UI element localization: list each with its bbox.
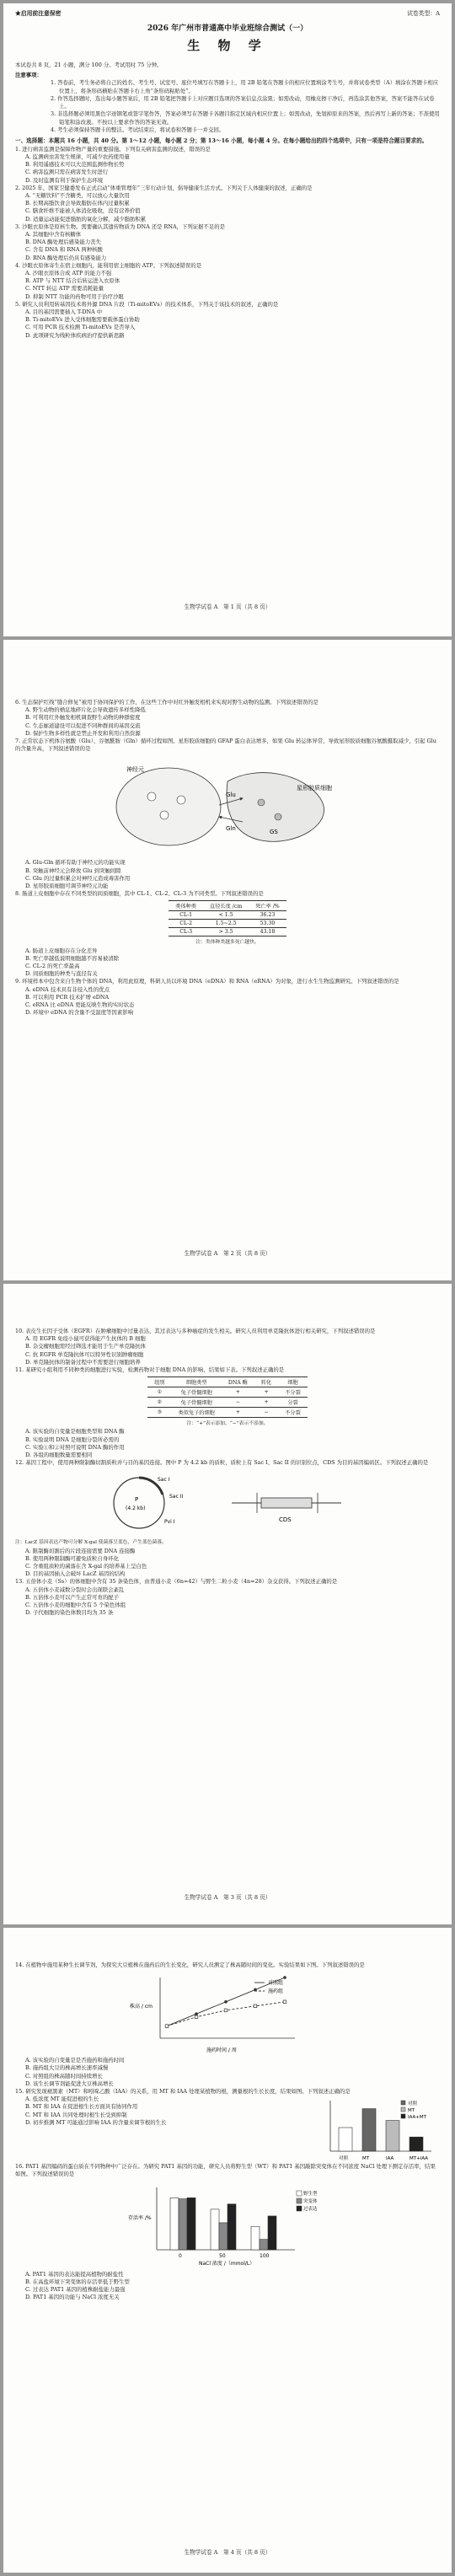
- table-header: 细胞类型: [172, 1377, 222, 1387]
- question-12: 12. 基因工程中，使用两种限制酶切割质粒并与目的基因连接。图中 P 为 4.2 kb 的质粒，质粒上有 Sac I、Sac II 的识别位点，CDS 为目的基因编码区。下列叙述正确的是: [15, 1459, 429, 1467]
- table-cell: 36.23: [249, 911, 286, 920]
- q11-option-b: B. 实验说明 DNA 是细胞分裂所必需的: [25, 1436, 120, 1443]
- q9-option-b: B. 可以利用 PCR 技术扩增 eDNA: [25, 993, 110, 1001]
- question-7: 7. 正常状态下机体谷氨酸（Glu）、谷氨酰胺（Gln）循环过程如图。星形胶质细胞的 GFAP 蛋白表达增多，如果 Glu 转运体异常，导致星形胶质细胞谷氨酸摄取减少，引起 Glu 的含量升高，下列叙述错误的是: [15, 738, 436, 753]
- table-cell: ②: [147, 1398, 171, 1408]
- legend-swatch: [401, 2101, 405, 2105]
- fig-label-cds: CDS: [279, 1516, 292, 1524]
- bar: [211, 2209, 219, 2250]
- page-footer: 生物学试卷 A 第 2 页（共 8 页）: [184, 1250, 271, 1257]
- page-3: [3, 1284, 452, 1924]
- question-6: 6. 生态保护红线“缝合修复”被用于协同保护的工作，在这些工作中对红外触发相机来实现对野生动物的监测。下列叙述错误的是: [15, 699, 318, 706]
- q10-option-b: B. 杂交瘤细胞需经过筛选才能用于生产单克隆抗体: [25, 1343, 146, 1350]
- q1-option-d: D. 及时监测有利于保护生态环境: [25, 176, 104, 184]
- question-5: 5. 研究人员利用转基因技术将外源 DNA 片段（Ti-mitoEVs）的技术体系，下列关于该技术的叙述，正确的是: [15, 300, 279, 308]
- q4-option-d: D. 抑制 NTT 功能的药物可用于治疗沙眼: [25, 292, 124, 300]
- table-cell: −: [222, 1398, 254, 1408]
- q12-figure: [88, 1469, 367, 1537]
- q5-option-d: D. 此项研究为线粒体疾病治疗提供新思路: [25, 331, 125, 339]
- bar: [170, 2198, 179, 2250]
- bar: [260, 2239, 268, 2249]
- fig-label-gs: GS: [270, 829, 278, 836]
- q6-option-a: A. 野生动物的栖息地碎片化会导致遗传多样性降低: [25, 706, 146, 714]
- q2-option-b: B. 长期高脂饮食会导致脂肪在体内过量积累: [25, 200, 130, 207]
- question-2: 2. 2025 年，国家卫健委发布正式启动“体重管理年”三年行动计划，倡导健康生活方式。下列关于人体健康的叙述，正确的是: [15, 184, 313, 191]
- x-tick-label: MT+IAA: [410, 2156, 429, 2162]
- bar: [179, 2198, 187, 2249]
- fig-label-size: (4.2 kb): [126, 1505, 146, 1512]
- q11-note: 注：“+”表示添加，“−”表示不添加。: [186, 1421, 269, 1427]
- q9-option-a: A. eDNA 技术具有非侵入性的优点: [25, 985, 110, 993]
- question-16: 16. PAT1 基因编码的蛋白质在不同物种中广泛存在。为研究 PAT1 基因的功能，研究人员将野生型（WT）和 PAT1 基因敲除突变体在不同浓度 NaCl 处理下测定存活率，结果如图。下列叙述错误的是: [15, 2163, 436, 2178]
- table-cell: +: [222, 1387, 254, 1398]
- legend-swatch: [401, 2107, 405, 2112]
- q7-figure: [101, 756, 354, 856]
- q15-option-c: C. MT 和 IAA 共同处理时根生长受到抑制: [25, 2111, 127, 2118]
- q13-option-b: B. 五倍体小麦可以产生正常可育的配子: [25, 1593, 120, 1601]
- q5-option-c: C. 可用 PCR 技术检测 Ti-mitoEVs 是否导入: [25, 324, 136, 331]
- legend-label: 对照: [408, 2101, 418, 2107]
- table-row: [147, 1387, 308, 1398]
- data-point: [224, 2000, 228, 2004]
- series-line-2: [167, 2002, 285, 2026]
- q16-option-b: B. 在高盐环境下突变体的存活率低于野生型: [25, 2278, 130, 2285]
- q2-option-c: C. 膳食纤维不能被人体消化吸收，没有营养价值: [25, 207, 141, 215]
- q8-note: 注：类体种类越多死亡越快。: [195, 940, 260, 946]
- question-11: 11. 某研究小组利用不同种类的细胞进行实验，检测药物对于细胞 DNA 的影响，结果如下表。下列叙述正确的是: [15, 1366, 285, 1374]
- notice-item: 2. 作答选择题时，选出每小题答案后，用 2B 铅笔把答题卡上对应题目选项的答案信息点涂黑；如需改动，用橡皮擦干净后，再选涂其他答案，答案不能答在试卷上。: [51, 94, 435, 110]
- question-4: 4. 沙眼衣原体寄生在宿主细胞内，能利用宿主细胞的 ATP。下列叙述错误的是: [15, 261, 202, 269]
- table-cell: +: [222, 1408, 254, 1418]
- legend-swatch: [401, 2114, 405, 2118]
- table-cell: +: [254, 1398, 278, 1408]
- data-point: [283, 2000, 286, 2004]
- legend-swatch: [297, 2206, 302, 2211]
- question-8: 8. 肠道上皮细胞中存在不同类型的间质细胞，其中 CL-1、CL-2、CL-3 为不同类型。下列叙述错误的是: [15, 890, 264, 898]
- notice-block: [15, 72, 440, 134]
- legend-series-1: 对照组: [268, 1980, 284, 1987]
- x-axis-label: NaCl 浓度 /（mmol/L）: [199, 2260, 255, 2267]
- q12-option-a: A. 限制酶切割后的片段连接需要 DNA 连接酶: [25, 1547, 136, 1554]
- table-cell: 兔子骨髓细胞: [172, 1387, 222, 1398]
- q16-bar-chart: [126, 2181, 329, 2269]
- q6-option-c: C. 生态廊道建设可以促进不同种群间的基因交流: [25, 722, 141, 729]
- table-cell: 不分裂: [278, 1387, 308, 1398]
- q12-option-d: D. 目的基因插入会破坏 LacZ 基因的结构: [25, 1570, 126, 1578]
- table-header: 死亡率 /%: [249, 901, 286, 911]
- exam-title: 2026 年广州市普通高中毕业班综合测试（一）: [147, 24, 308, 33]
- bar: [386, 2121, 399, 2151]
- bar: [187, 2198, 195, 2250]
- question-14: 14. 在植物中施用某种生长调节剂，为探究大豆植株在施药后的生长变化，研究人员测定了株高随时间的变化。实验结果如下图。下列叙述错误的是: [15, 1962, 365, 1968]
- fig-label-saci: Sac I: [158, 1477, 170, 1484]
- x-tick-label: 50: [219, 2252, 226, 2259]
- legend-label: 野生型: [303, 2191, 318, 2197]
- question-1: 1. 进行病害监测是保障作物产量的重要措施。下列有关病害监测的叙述，错误的是: [15, 145, 211, 153]
- q14-chart: [126, 1971, 329, 2055]
- bar: [228, 2203, 236, 2249]
- q16-chart: [126, 2181, 329, 2269]
- q11-table: [147, 1377, 308, 1418]
- plasmid-diagram: [88, 1469, 367, 1537]
- notice-label: 注意事项：: [15, 72, 42, 78]
- table-row: [169, 928, 286, 936]
- y-axis-label: 株高 / cm: [130, 2004, 153, 2010]
- q8-option-d: D. 间质细胞的种类与直径有关: [25, 970, 98, 978]
- page-footer: 生物学试卷 A 第 1 页（共 8 页）: [184, 604, 271, 610]
- exam-meta: 本试卷共 8 页，21 小题，满分 100 分。考试用时 75 分钟。: [15, 62, 163, 68]
- q10-option-c: C. 抗 EGFR 单克隆抗体可以特异性识别肿瘤细胞: [25, 1350, 144, 1358]
- table-header: 组别: [147, 1377, 171, 1387]
- table-cell: < 1.5: [203, 911, 249, 920]
- bar: [410, 2137, 423, 2151]
- q9-option-c: C. eRNA 比 eDNA 更能反映生物的实时状态: [25, 1001, 135, 1009]
- question-13: 13. 五倍体小麦（Ss）的体细胞中含有 35 条染色体，由普通小麦（6n=42）与野生二粒小麦（4n=28）杂交获得。下列叙述正确的是: [15, 1578, 338, 1586]
- page-4: [3, 1928, 452, 2573]
- question-15: 15. 研究发现褪黑素（MT）和吲哚乙酸（IAA）的关系，用 MT 和 IAA 处理某植物的根，测量根的生长长度，结果如图。下列叙述正确的是: [15, 2088, 351, 2096]
- table-row: [147, 1398, 308, 1408]
- table-cell: 兔子骨髓细胞: [172, 1398, 222, 1408]
- glu-gln-cycle-diagram: [101, 756, 354, 856]
- data-point: [224, 2009, 228, 2012]
- legend-series-2: 施药组: [268, 1988, 284, 1995]
- x-axis-label: 施药时间 / 周: [206, 2047, 237, 2054]
- paper-type: 试卷类型：A: [407, 10, 440, 17]
- data-point: [254, 2004, 257, 2008]
- question-9: 9. 环境样本中包含来自生物个体的 DNA，利用此原理，科研人员以环境 DNA（eDNA）和 RNA（eRNA）为对象，进行水生生物监测研究。下列叙述错误的是: [15, 978, 399, 985]
- q13-option-a: A. 五倍体小麦减数分裂时会出现联会紊乱: [25, 1586, 125, 1593]
- q7-option-c: C. Glu 的过量积累会对神经元造成毒害作用: [25, 874, 131, 882]
- table-cell: > 3.5: [203, 928, 249, 936]
- table-row: [169, 920, 286, 928]
- q15-option-d: D. 初步推测 MT 可能通过影响 IAA 的含量来调节根的生长: [25, 2118, 167, 2126]
- q8-table: [169, 900, 286, 936]
- table-cell: 43.18: [249, 928, 286, 936]
- data-point: [165, 2025, 169, 2028]
- legend-label: 突变体: [303, 2198, 318, 2204]
- q5-option-a: A. 目的基因需要插入 T-DNA 中: [25, 309, 103, 316]
- x-tick-label: 100: [260, 2252, 270, 2259]
- q3-option-b: B. DNA 酶处理后感染能力丧失: [25, 239, 102, 246]
- legend-label: MT: [408, 2108, 415, 2114]
- q12-note: 注：LacZ 基因表达产物可分解 X-gal 使菌落呈蓝色，产生蓝色菌落。: [15, 1540, 167, 1546]
- y-axis-label: 存活率 /%: [128, 2214, 152, 2221]
- q3-option-d: D. RNA 酶处理后仍具有感染能力: [25, 254, 107, 261]
- legend-swatch: [297, 2198, 302, 2203]
- section-heading: 一、选择题：本题共 16 小题，共 40 分。第 1～12 小题，每小题 2 分；第 13～16 小题，每小题 4 分。在每小题给出的四个选项中，只有一项是符合题目要求的。: [15, 137, 428, 145]
- q4-option-a: A. 沙眼衣原体合成 ATP 的能力不强: [25, 270, 112, 277]
- page-1: [3, 3, 452, 636]
- q9-option-d: D. 环境中 eDNA 的含量不受温度等因素影响: [25, 1009, 133, 1017]
- table-cell: 分裂: [278, 1398, 308, 1408]
- q11-option-c: C. 实验①和②对照可说明 DNA 酶的作用: [25, 1443, 125, 1451]
- legend-swatch: [297, 2191, 302, 2196]
- table-cell: +: [254, 1387, 278, 1398]
- q14-option-c: C. 对照组的株高随时间持续增长: [25, 2072, 103, 2080]
- page-2: [3, 640, 452, 1280]
- notice-item: 4. 考生必须保持答题卡的整洁。考试结束后，将试卷和答题卡一并交回。: [51, 126, 225, 134]
- bar: [268, 2216, 276, 2250]
- notice-item: 3. 非选择题必须用黑色字迹钢笔或签字笔作答，答案必须写在答题卡各题目指定区域内相应位置上；如需改动，先划掉原来的答案，然后再写上新的答案；不准使用铅笔和涂改液。不按以上要求作答的答案无效。: [51, 110, 440, 126]
- bar: [251, 2226, 260, 2250]
- q3-option-a: A. 其细胞中含有核糖体: [25, 231, 82, 239]
- fig-label-pvi: Pvi I: [164, 1519, 175, 1526]
- question-3: 3. 沙眼衣原体是原核生物。需要确认其遗传物质为 DNA 还是 RNA，下列证据不足的是: [15, 223, 226, 230]
- fig-label-glu: Glu: [226, 792, 236, 799]
- x-tick-label: MT: [362, 2156, 370, 2162]
- q8-option-a: A. 肠道上皮细胞存在分化差异: [25, 947, 98, 954]
- q6-option-d: D. 保护生物多样性就是禁止开发和利用自然资源: [25, 729, 141, 737]
- data-point: [283, 1976, 286, 1979]
- q7-option-b: B. 突触前神经元会释放 Glu 到突触间隙: [25, 867, 121, 874]
- table-cell: CL-2: [169, 920, 203, 928]
- q13-option-c: C. 五倍体小麦的细胞中含有 5 个染色体组: [25, 1602, 126, 1609]
- table-cell: 类似兔子的细胞: [172, 1408, 222, 1418]
- q15-option-a: A. 低浓度 MT 能促进根的生长: [25, 2096, 99, 2103]
- table-cell: CL-1: [169, 911, 203, 920]
- table-row: [147, 1408, 308, 1418]
- q1-option-a: A. 监测病虫害发生规律，可减少农药使用量: [25, 153, 130, 160]
- data-point: [195, 2015, 198, 2019]
- q7-option-a: A. Glu-Gln 循环有助于神经元的功能实现: [25, 859, 126, 867]
- x-tick-label: 0: [179, 2252, 182, 2259]
- table-header: 类体种类: [169, 901, 203, 911]
- q5-option-b: B. Ti-mitoEVs 进入受体细胞需要载体蛋白协助: [25, 316, 140, 324]
- legend-label: IAA+MT: [408, 2115, 427, 2121]
- table-header: 细胞: [278, 1377, 308, 1387]
- fig-label-sacii: Sac II: [169, 1494, 184, 1500]
- q6-option-b: B. 可利用红外触发相机调查野生动物的种群密度: [25, 714, 141, 722]
- q12-option-b: B. 使用两种限制酶可避免质粒自身环化: [25, 1554, 120, 1562]
- q15-option-b: B. MT 和 IAA 在促进根生长方面具有协同作用: [25, 2103, 138, 2111]
- table-header: 转化: [254, 1377, 278, 1387]
- q1-option-c: C. 病害监测只需在病害发生时进行: [25, 169, 109, 176]
- q14-option-d: D. 该生长调节剂能促进大豆株高增长: [25, 2080, 114, 2087]
- q16-option-c: C. 过表达 PAT1 基因的植株耐盐能力最强: [25, 2286, 126, 2294]
- bar: [362, 2109, 376, 2151]
- table-row: [169, 911, 286, 920]
- question-10: 10. 表皮生长因子受体（EGFR）在肿瘤细胞中过量表达，其过表达与多种癌症的发生相关。研究人员利用单克隆抗体进行相关研究，下列叙述错误的是: [15, 1328, 376, 1334]
- q4-option-b: B. ATP 与 NTT 结合后转运进入衣原体: [25, 277, 120, 285]
- table-header: DNA 酶: [222, 1377, 254, 1387]
- q13-option-d: D. 子代细胞的染色体数目均为 35 条: [25, 1609, 114, 1617]
- bar: [219, 2223, 228, 2250]
- header-bar: [15, 8, 440, 17]
- x-tick-label: 对照: [339, 2156, 349, 2162]
- fig-label-astrocyte: 星形胶质细胞: [297, 785, 332, 792]
- q14-line-chart: [126, 1971, 329, 2055]
- legend-label: 过表达: [303, 2206, 318, 2212]
- q15-bar-chart: [313, 2096, 440, 2163]
- q12-option-c: C. 含重组质粒的菌落在含 X-gal 的培养基上呈白色: [25, 1563, 147, 1570]
- q1-option-b: B. 利用遥感技术可以大范围监测作物长势: [25, 161, 125, 169]
- q4-option-c: C. NTT 转运 ATP 需要消耗能量: [25, 285, 104, 292]
- q14-option-b: B. 施药组大豆的株高增长速率减慢: [25, 2064, 109, 2072]
- table-cell: ①: [147, 1387, 171, 1398]
- table-cell: 1.5~2.5: [203, 920, 249, 928]
- data-point: [195, 2013, 198, 2016]
- table-cell: ③: [147, 1408, 171, 1418]
- table-cell: 53.30: [249, 920, 286, 928]
- q8-option-b: B. 死亡率越低说明细胞越不容易被清除: [25, 954, 120, 962]
- q11-option-a: A. 该实验的自变量是细胞类型和 DNA 酶: [25, 1428, 125, 1436]
- table-header: 直径长度 /cm: [203, 901, 249, 911]
- notice-item: 1. 答卷前，考生务必将自己的姓名、考生号、试室号、座位号填写在答题卡上，用 2B 铅笔在答题卡的相应位置填涂考生号，并将试卷类型（A）填涂在答题卡相应位置上，将条形码横贴在答题卡右上角“条形码粘贴处”。: [51, 79, 439, 94]
- x-tick-label: IAA: [386, 2156, 394, 2162]
- secret-mark: ★启用前注意保密: [15, 10, 62, 17]
- fig-label-neuron: 神经元: [126, 766, 144, 774]
- q2-option-d: D. 适量运动能促进脂肪的氧化分解，减少脂肪积累: [25, 215, 147, 223]
- q16-option-d: D. PAT1 基因的功能与 NaCl 浓度无关: [25, 2294, 120, 2301]
- q14-option-a: A. 该实验的自变量是是否施药和施药时间: [25, 2057, 125, 2064]
- q2-option-a: A. “无糖饮料”不含糖类，可以放心大量饮用: [25, 192, 130, 199]
- q11-option-d: D. 各组的细胞数量需要相同: [25, 1452, 93, 1459]
- q3-option-c: C. 含有 DNA 和 RNA 两种核酸: [25, 246, 103, 254]
- table-cell: CL-3: [169, 928, 203, 936]
- table-cell: −: [254, 1408, 278, 1418]
- table-cell: 不分裂: [278, 1408, 308, 1418]
- q10-option-d: D. 单克隆抗体的制备过程中不需要进行细胞培养: [25, 1358, 141, 1366]
- page-footer: 生物学试卷 A 第 3 页（共 8 页）: [184, 1894, 271, 1901]
- q8-option-c: C. CL-2 的死亡率最高: [25, 963, 80, 970]
- q16-option-a: A. PAT1 基因的表达能提高植物的耐盐性: [25, 2270, 124, 2278]
- page-footer: 生物学试卷 A 第 4 页（共 8 页）: [184, 2549, 271, 2556]
- bar: [339, 2128, 352, 2151]
- fig-label-gln: Gln: [226, 825, 236, 833]
- fig-label-p: P: [135, 1496, 139, 1504]
- q10-option-a: A. 用 EGFR 免疫小鼠可获得能产生抗体的 B 细胞: [25, 1335, 146, 1343]
- q7-option-d: D. 星形胶质细胞可调节神经元功能: [25, 883, 109, 890]
- subject-title: 生 物 学: [187, 38, 268, 53]
